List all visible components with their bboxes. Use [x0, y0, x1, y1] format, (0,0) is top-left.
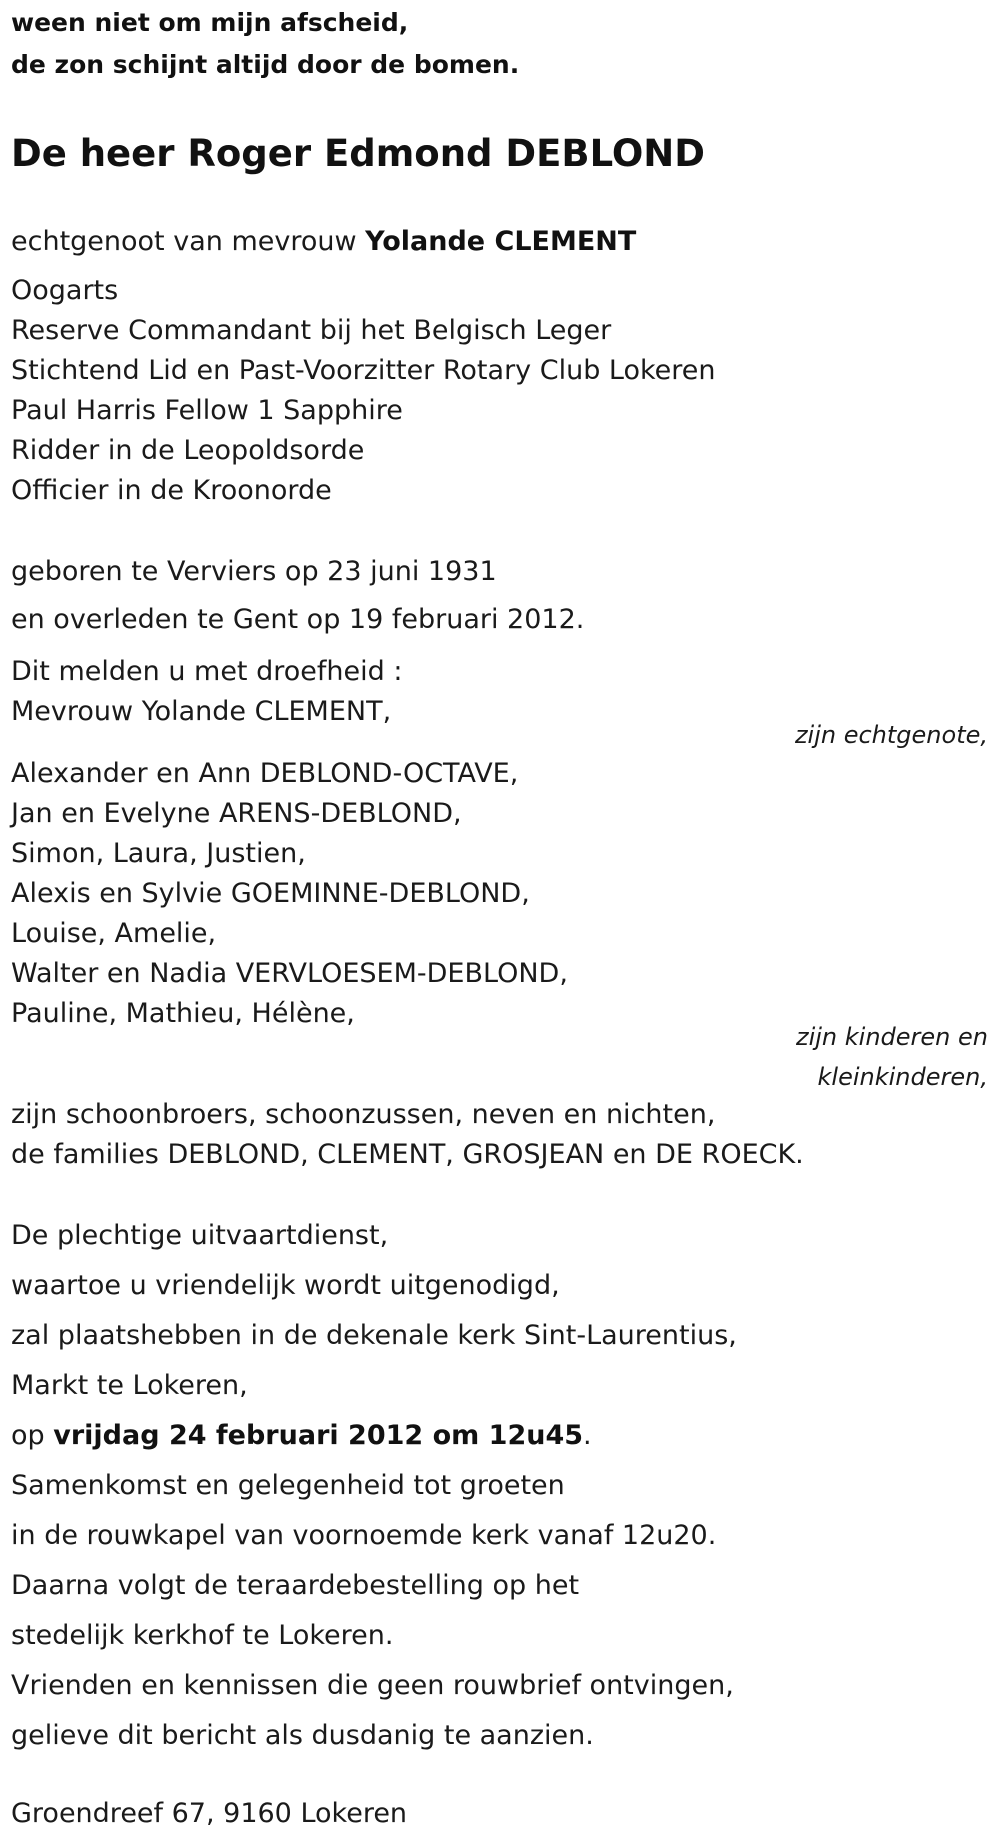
title-line: Oogarts [11, 275, 119, 306]
service-date: vrijdag 24 februari 2012 om 12u45 [53, 1420, 584, 1451]
quote-line-2: de zon schijnt altijd door de bomen. [11, 50, 520, 79]
family-line: Alexis en Sylvie GOEMINNE-DEBLOND, [11, 878, 530, 909]
service-line: gelieve dit bericht als dusdanig te aanzien. [11, 1720, 594, 1751]
service-date-suffix: . [583, 1420, 592, 1451]
spouse-mention: Mevrouw Yolande CLEMENT, [11, 696, 392, 727]
service-line: waartoe u vriendelijk wordt uitgenodigd, [11, 1270, 560, 1301]
service-line: Markt te Lokeren, [11, 1370, 248, 1401]
title-line: Officier in de Kroonorde [11, 475, 332, 506]
family-line: Alexander en Ann DEBLOND-OCTAVE, [11, 758, 519, 789]
died-line: en overleden te Gent op 19 februari 2012. [11, 604, 585, 635]
service-line: De plechtige uitvaartdienst, [11, 1220, 389, 1251]
spouse-name: Yolande CLEMENT [365, 226, 637, 257]
relatives-line: zijn schoonbroers, schoonzussen, neven en nichten, [11, 1099, 716, 1130]
family-line: Simon, Laura, Justien, [11, 838, 306, 869]
children-role-1: zijn kinderen en [796, 1023, 988, 1051]
relatives-line: de families DEBLOND, CLEMENT, GROSJEAN en DE ROECK. [11, 1139, 804, 1170]
announcement-intro: Dit melden u met droefheid : [11, 656, 403, 687]
title-line: Paul Harris Fellow 1 Sapphire [11, 395, 403, 426]
service-line: zal plaatshebben in de dekenale kerk Sint-Laurentius, [11, 1320, 737, 1351]
family-line: Louise, Amelie, [11, 918, 217, 949]
deceased-name: De heer Roger Edmond DEBLOND [11, 132, 705, 175]
title-line: Stichtend Lid en Past-Voorzitter Rotary Club Lokeren [11, 355, 716, 386]
service-line: Daarna volgt de teraardebestelling op het [11, 1570, 580, 1601]
spouse-role: zijn echtgenote, [794, 721, 988, 749]
service-line: in de rouwkapel van voornoemde kerk vanaf 12u20. [11, 1520, 717, 1551]
address: Groendreef 67, 9160 Lokeren [11, 1798, 408, 1829]
service-line: Samenkomst en gelegenheid tot groeten [11, 1470, 565, 1501]
title-line: Ridder in de Leopoldsorde [11, 435, 365, 466]
service-date-line [11, 1419, 592, 1453]
title-line: Reserve Commandant bij het Belgisch Leger [11, 315, 612, 346]
quote-line-1: ween niet om mijn afscheid, [11, 8, 409, 37]
children-role-2: kleinkinderen, [817, 1063, 988, 1091]
family-line: Jan en Evelyne ARENS-DEBLOND, [11, 798, 462, 829]
service-line: stedelijk kerkhof te Lokeren. [11, 1620, 394, 1651]
family-line: Pauline, Mathieu, Hélène, [11, 998, 355, 1029]
spouse-line [11, 225, 636, 259]
family-line: Walter en Nadia VERVLOESEM-DEBLOND, [11, 958, 568, 989]
spouse-prefix: echtgenoot van mevrouw [11, 226, 366, 257]
born-line: geboren te Verviers op 23 juni 1931 [11, 556, 497, 587]
service-date-prefix: op [11, 1420, 54, 1451]
service-line: Vrienden en kennissen die geen rouwbrief ontvingen, [11, 1670, 734, 1701]
